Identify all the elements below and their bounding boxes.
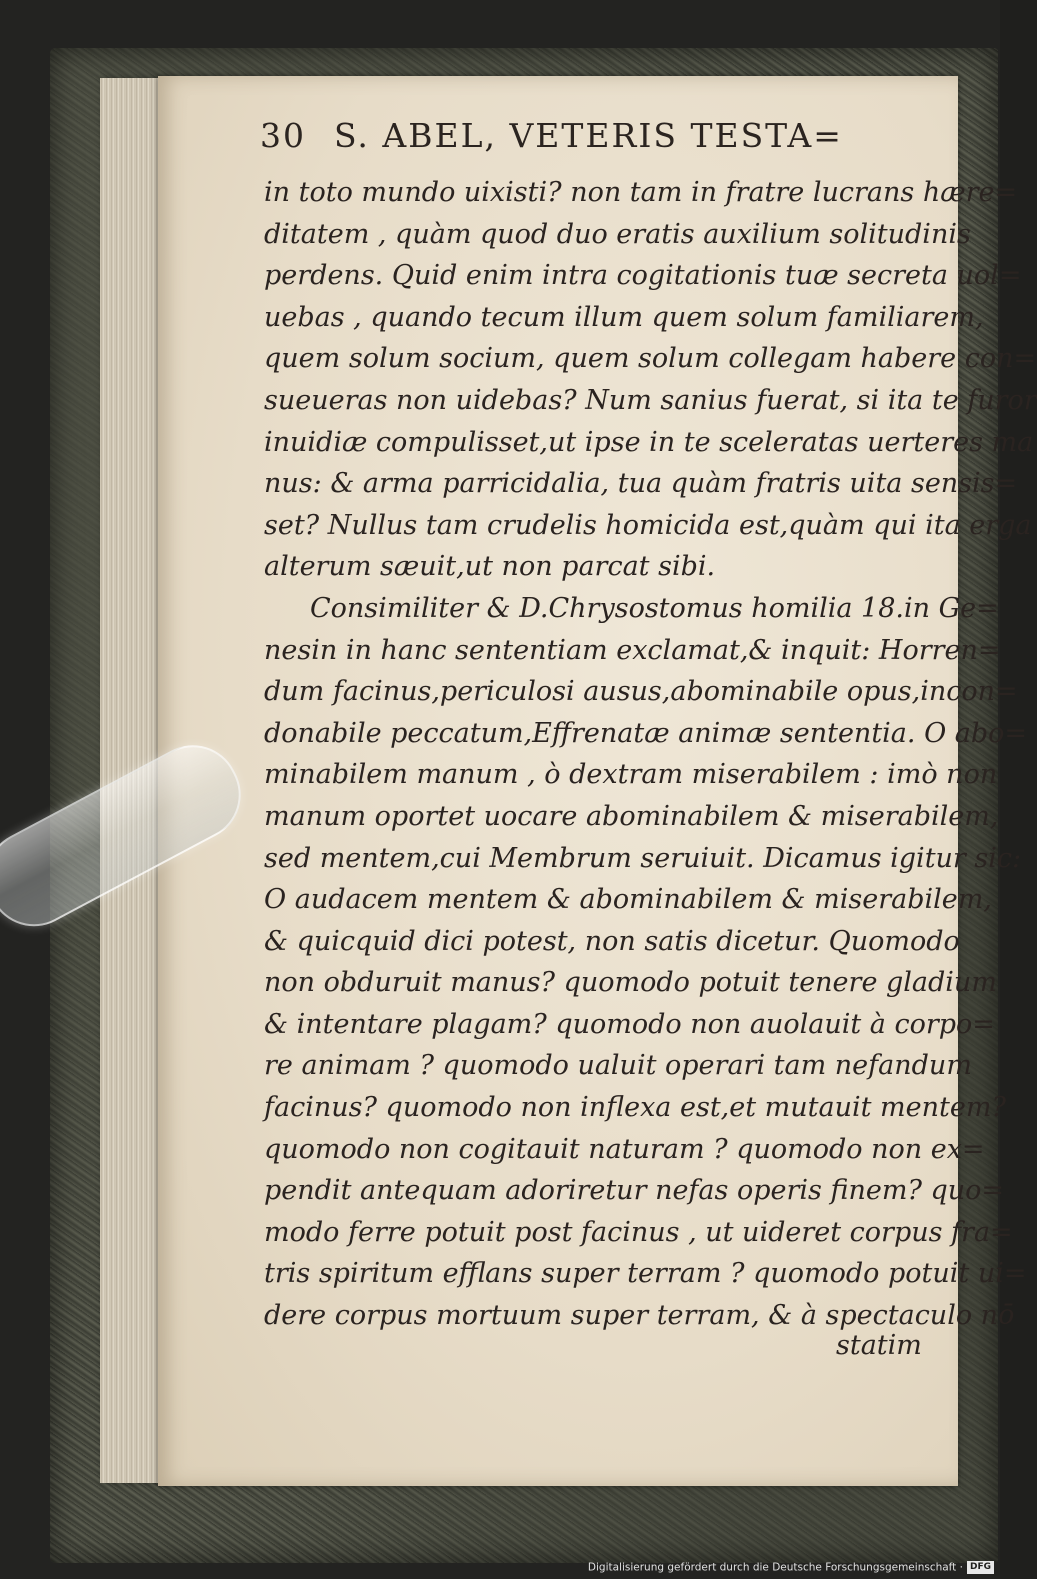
text-line: pendit antequam adoriretur nefas operis finem? quo= [264, 1175, 1005, 1207]
footer-text: Digitalisierung gefördert durch die Deutsche Forschungsgemeinschaft · [587, 1561, 963, 1574]
running-head [260, 116, 920, 155]
text-line: tris spiritum efflans super terram ? quomodo potuit ui= [264, 1258, 1027, 1290]
page-number: 30 [260, 116, 306, 155]
catchword: statim [836, 1330, 922, 1361]
text-line: non obduruit manus? quomodo potuit tenere gladium [264, 967, 997, 999]
body-text [264, 172, 1037, 1337]
text-line: modo ferre potuit post facinus , ut uideret corpus fra= [264, 1216, 1013, 1248]
text-line: alterum sæuit,ut non parcat sibi. [264, 551, 716, 583]
paragraph-start-line: Consimiliter & D.Chrysostomus homilia 18.in Ge= [310, 592, 999, 624]
text-line: nus: & arma parricidalia, tua quàm fratris uita sensis= [264, 468, 1018, 500]
dfg-logo: DFG [967, 1561, 994, 1574]
text-line: nesin in hanc sententiam exclamat,& inquit: Horren= [264, 634, 1001, 666]
running-title: S. ABEL, VETERIS TESTA= [334, 116, 843, 155]
text-line: perdens. Quid enim intra cogitationis tuæ secreta uol= [264, 260, 1022, 292]
digitization-footer [588, 1561, 994, 1577]
text-line: dum facinus,periculosi ausus,abominabile opus,incon= [264, 676, 1018, 708]
text-line: minabilem manum , ò dextram miserabilem : imò non [264, 759, 998, 791]
text-line: inuidiæ compulisset,ut ipse in te sceleratas uerteres ma [264, 426, 1034, 458]
text-line: sed mentem,cui Membrum seruiuit. Dicamus igitur sic: [264, 842, 1022, 874]
text-line: set? Nullus tam crudelis homicida est,quàm qui ita erga [264, 509, 1032, 541]
book-page [158, 76, 1037, 1486]
text-line: O audacem mentem & abominabilem & miserabilem, [264, 884, 992, 916]
text-line: sueueras non uidebas? Num sanius fuerat, si ita te furor [264, 384, 1037, 416]
text-line: manum oportet uocare abominabilem & miserabilem, [264, 800, 999, 832]
text-line: & intentare plagam? quomodo non auolauit à corpo= [264, 1008, 995, 1040]
text-line: donabile peccatum,Effrenatæ animæ sententia. O abo= [264, 717, 1028, 749]
text-line: quomodo non cogitauit naturam ? quomodo non ex= [264, 1133, 985, 1165]
text-line: ditatem , quàm quod duo eratis auxilium solitudinis [264, 218, 971, 250]
text-line: uebas , quando tecum illum quem solum familiarem, [264, 301, 984, 333]
text-line: dere corpus mortuum super terram, & à spectaculo nō [264, 1300, 1015, 1332]
text-line: re animam ? quomodo ualuit operari tam nefandum [264, 1050, 972, 1082]
text-line: in toto mundo uixisti? non tam in fratre lucrans hære= [264, 177, 1018, 208]
text-line: facinus? quomodo non inflexa est,et mutauit mentem? [264, 1092, 1006, 1124]
text-line: & quicquid dici potest, non satis dicetur. Quomodo [264, 925, 960, 957]
text-line: quem solum socium, quem solum collegam habere con= [264, 343, 1037, 375]
